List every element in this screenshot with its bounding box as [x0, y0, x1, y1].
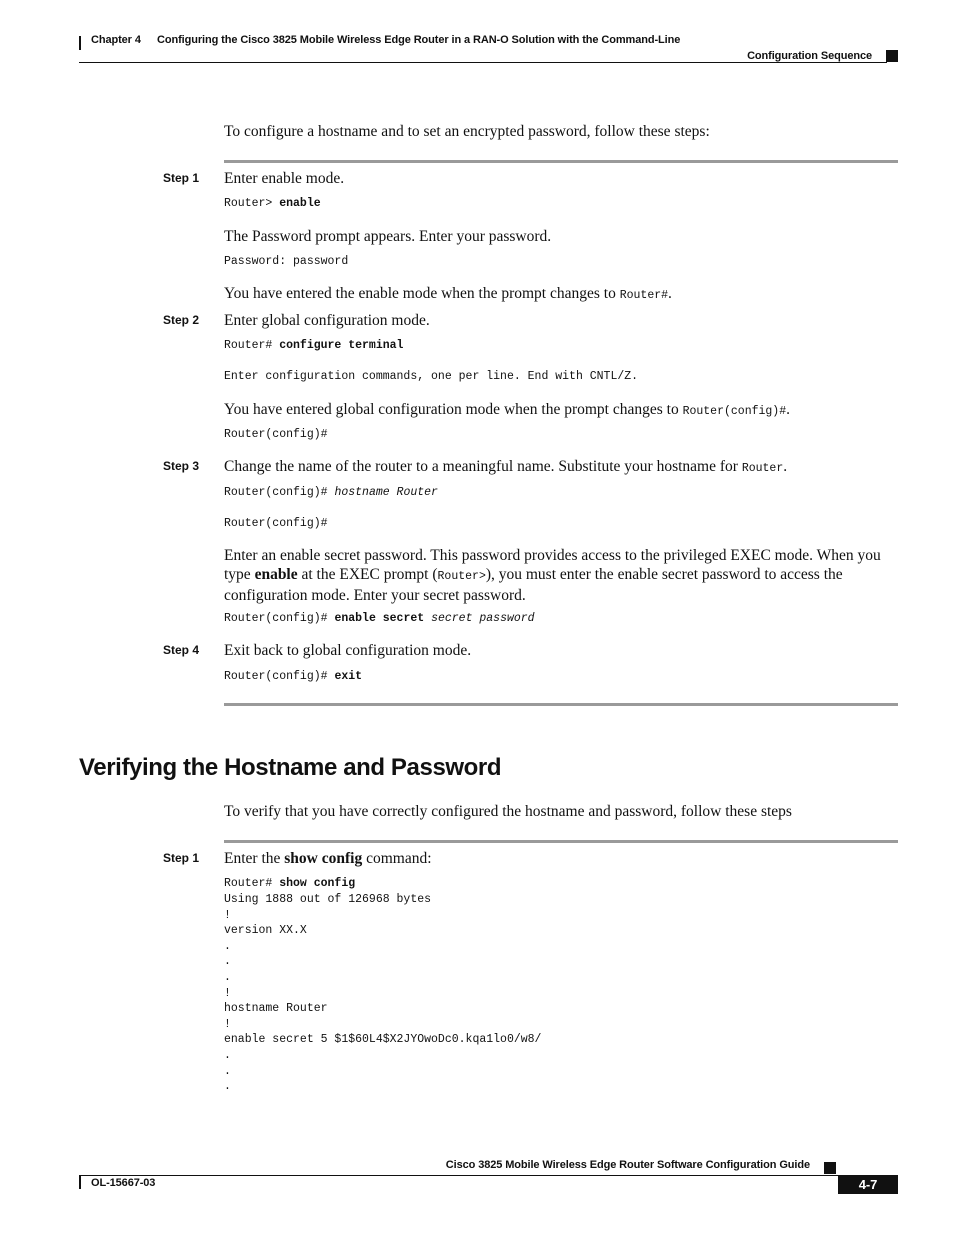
header-rule — [79, 62, 887, 63]
step3-text-post: . — [783, 458, 788, 475]
step1-text3-code: Router# — [619, 289, 669, 302]
step3-para-c: ), you must enter the enable secret password to access the configuration mode. Enter your secret password. — [224, 566, 843, 604]
step2-text3-pre: You have entered global configuration mode when the prompt changes to — [224, 401, 679, 418]
step2-code3: Router(config)# — [224, 428, 328, 441]
step3-text-pre: Change the name of the router to a meaningful name. Substitute your hostname for — [224, 458, 738, 475]
step3-label: Step 3 — [163, 459, 200, 473]
step2-code-prompt: Router# — [224, 339, 273, 352]
step3-para-b: at the EXEC prompt ( — [301, 566, 438, 583]
section2-code-cmd: show config — [279, 877, 356, 890]
step2-code2: Enter configuration commands, one per line. End with CNTL/Z. — [224, 370, 639, 383]
step3-para-code: Router> — [437, 570, 486, 583]
step3-text — [224, 457, 898, 478]
footer-page-box — [838, 1175, 898, 1194]
step1-code — [224, 196, 321, 212]
step3-code2: Router(config)# — [224, 517, 328, 530]
step4-text: Exit back to global configuration mode. — [224, 642, 472, 659]
section2-step1-label: Step 1 — [163, 851, 200, 865]
step1-text3-pre: You have entered the enable mode when the prompt changes to — [224, 285, 616, 302]
step2-text: Enter global configuration mode. — [224, 312, 430, 329]
section2-intro: To verify that you have correctly configured the hostname and password, follow these steps — [224, 803, 792, 820]
step2-code-cmd: configure terminal — [279, 339, 404, 352]
step3-code3-arg: secret password — [431, 612, 535, 625]
steps-top-rule — [224, 160, 898, 163]
section2-step-bold: show config — [284, 850, 363, 867]
step1-text: Enter enable mode. — [224, 170, 345, 187]
section-heading: Verifying the Hostname and Password — [79, 754, 502, 781]
step4-code — [224, 669, 362, 685]
step3-code3-prompt: Router(config)# — [224, 612, 328, 625]
step2-text3-post: . — [786, 401, 790, 418]
steps-bottom-rule — [224, 703, 898, 706]
step4-code-prompt: Router(config)# — [224, 670, 328, 683]
step1-text3 — [224, 284, 898, 305]
step3-code — [224, 485, 438, 501]
intro-text: To configure a hostname and to set an encrypted password, follow these steps: — [224, 123, 710, 140]
step3-para-bold: enable — [254, 566, 298, 583]
step4-label: Step 4 — [163, 643, 200, 657]
section2-code-prompt: Router# — [224, 877, 273, 890]
footer-doc-number: OL-15667-03 — [91, 1177, 156, 1189]
step3-code3 — [224, 611, 535, 627]
step2-code — [224, 338, 403, 354]
section2-rule — [224, 840, 898, 843]
section2-step1-text — [224, 849, 898, 868]
step3-text-code: Router — [741, 462, 784, 475]
step3-code-prompt: Router(config)# — [224, 486, 328, 499]
header-chapter-title: Configuring the Cisco 3825 Mobile Wireless Edge Router in a RAN-O Solution with the Command-Line — [157, 34, 681, 46]
section2-step-pre: Enter the — [224, 850, 281, 867]
step1-text2: The Password prompt appears. Enter your password. — [224, 228, 552, 245]
step2-label: Step 2 — [163, 313, 200, 327]
step1-label: Step 1 — [163, 171, 200, 185]
section2-step-post: command: — [366, 850, 432, 867]
footer-black-box — [824, 1162, 836, 1174]
step1-code-prompt: Router> — [224, 197, 273, 210]
step4-code-cmd: exit — [334, 670, 363, 683]
header-black-box — [886, 50, 898, 62]
step3-code-arg: hostname Router — [334, 486, 438, 499]
section2-code-cmdline — [224, 876, 355, 892]
step3-paragraph — [224, 546, 898, 605]
step1-code-cmd: enable — [279, 197, 321, 210]
header-section: Configuration Sequence — [747, 50, 872, 62]
step2-text3 — [224, 400, 898, 421]
section2-code-output: Using 1888 out of 126968 bytes ! version XX.X . . . ! hostname Router ! enable secret 5 $1$60L4$X2JYOwoDc0.kqa1lo0/w8/ . . . — [224, 893, 542, 1094]
step3-code3-cmd: enable secret — [334, 612, 425, 625]
step1-code2: Password: password — [224, 255, 349, 268]
step1-text3-post: . — [668, 285, 672, 302]
footer-left-bar — [79, 1175, 81, 1189]
step2-text3-code: Router(config)# — [682, 405, 787, 418]
header-chapter: Chapter 4 — [91, 34, 141, 46]
header-left-bar — [79, 36, 81, 50]
step3-para-a: Enter an enable secret password. This password provides access to the privileged EXEC mode. When you type — [224, 547, 881, 583]
footer-guide-title: Cisco 3825 Mobile Wireless Edge Router Software Configuration Guide — [445, 1159, 810, 1171]
footer-page-number: 4-7 — [858, 1177, 878, 1192]
footer-rule — [79, 1175, 838, 1176]
